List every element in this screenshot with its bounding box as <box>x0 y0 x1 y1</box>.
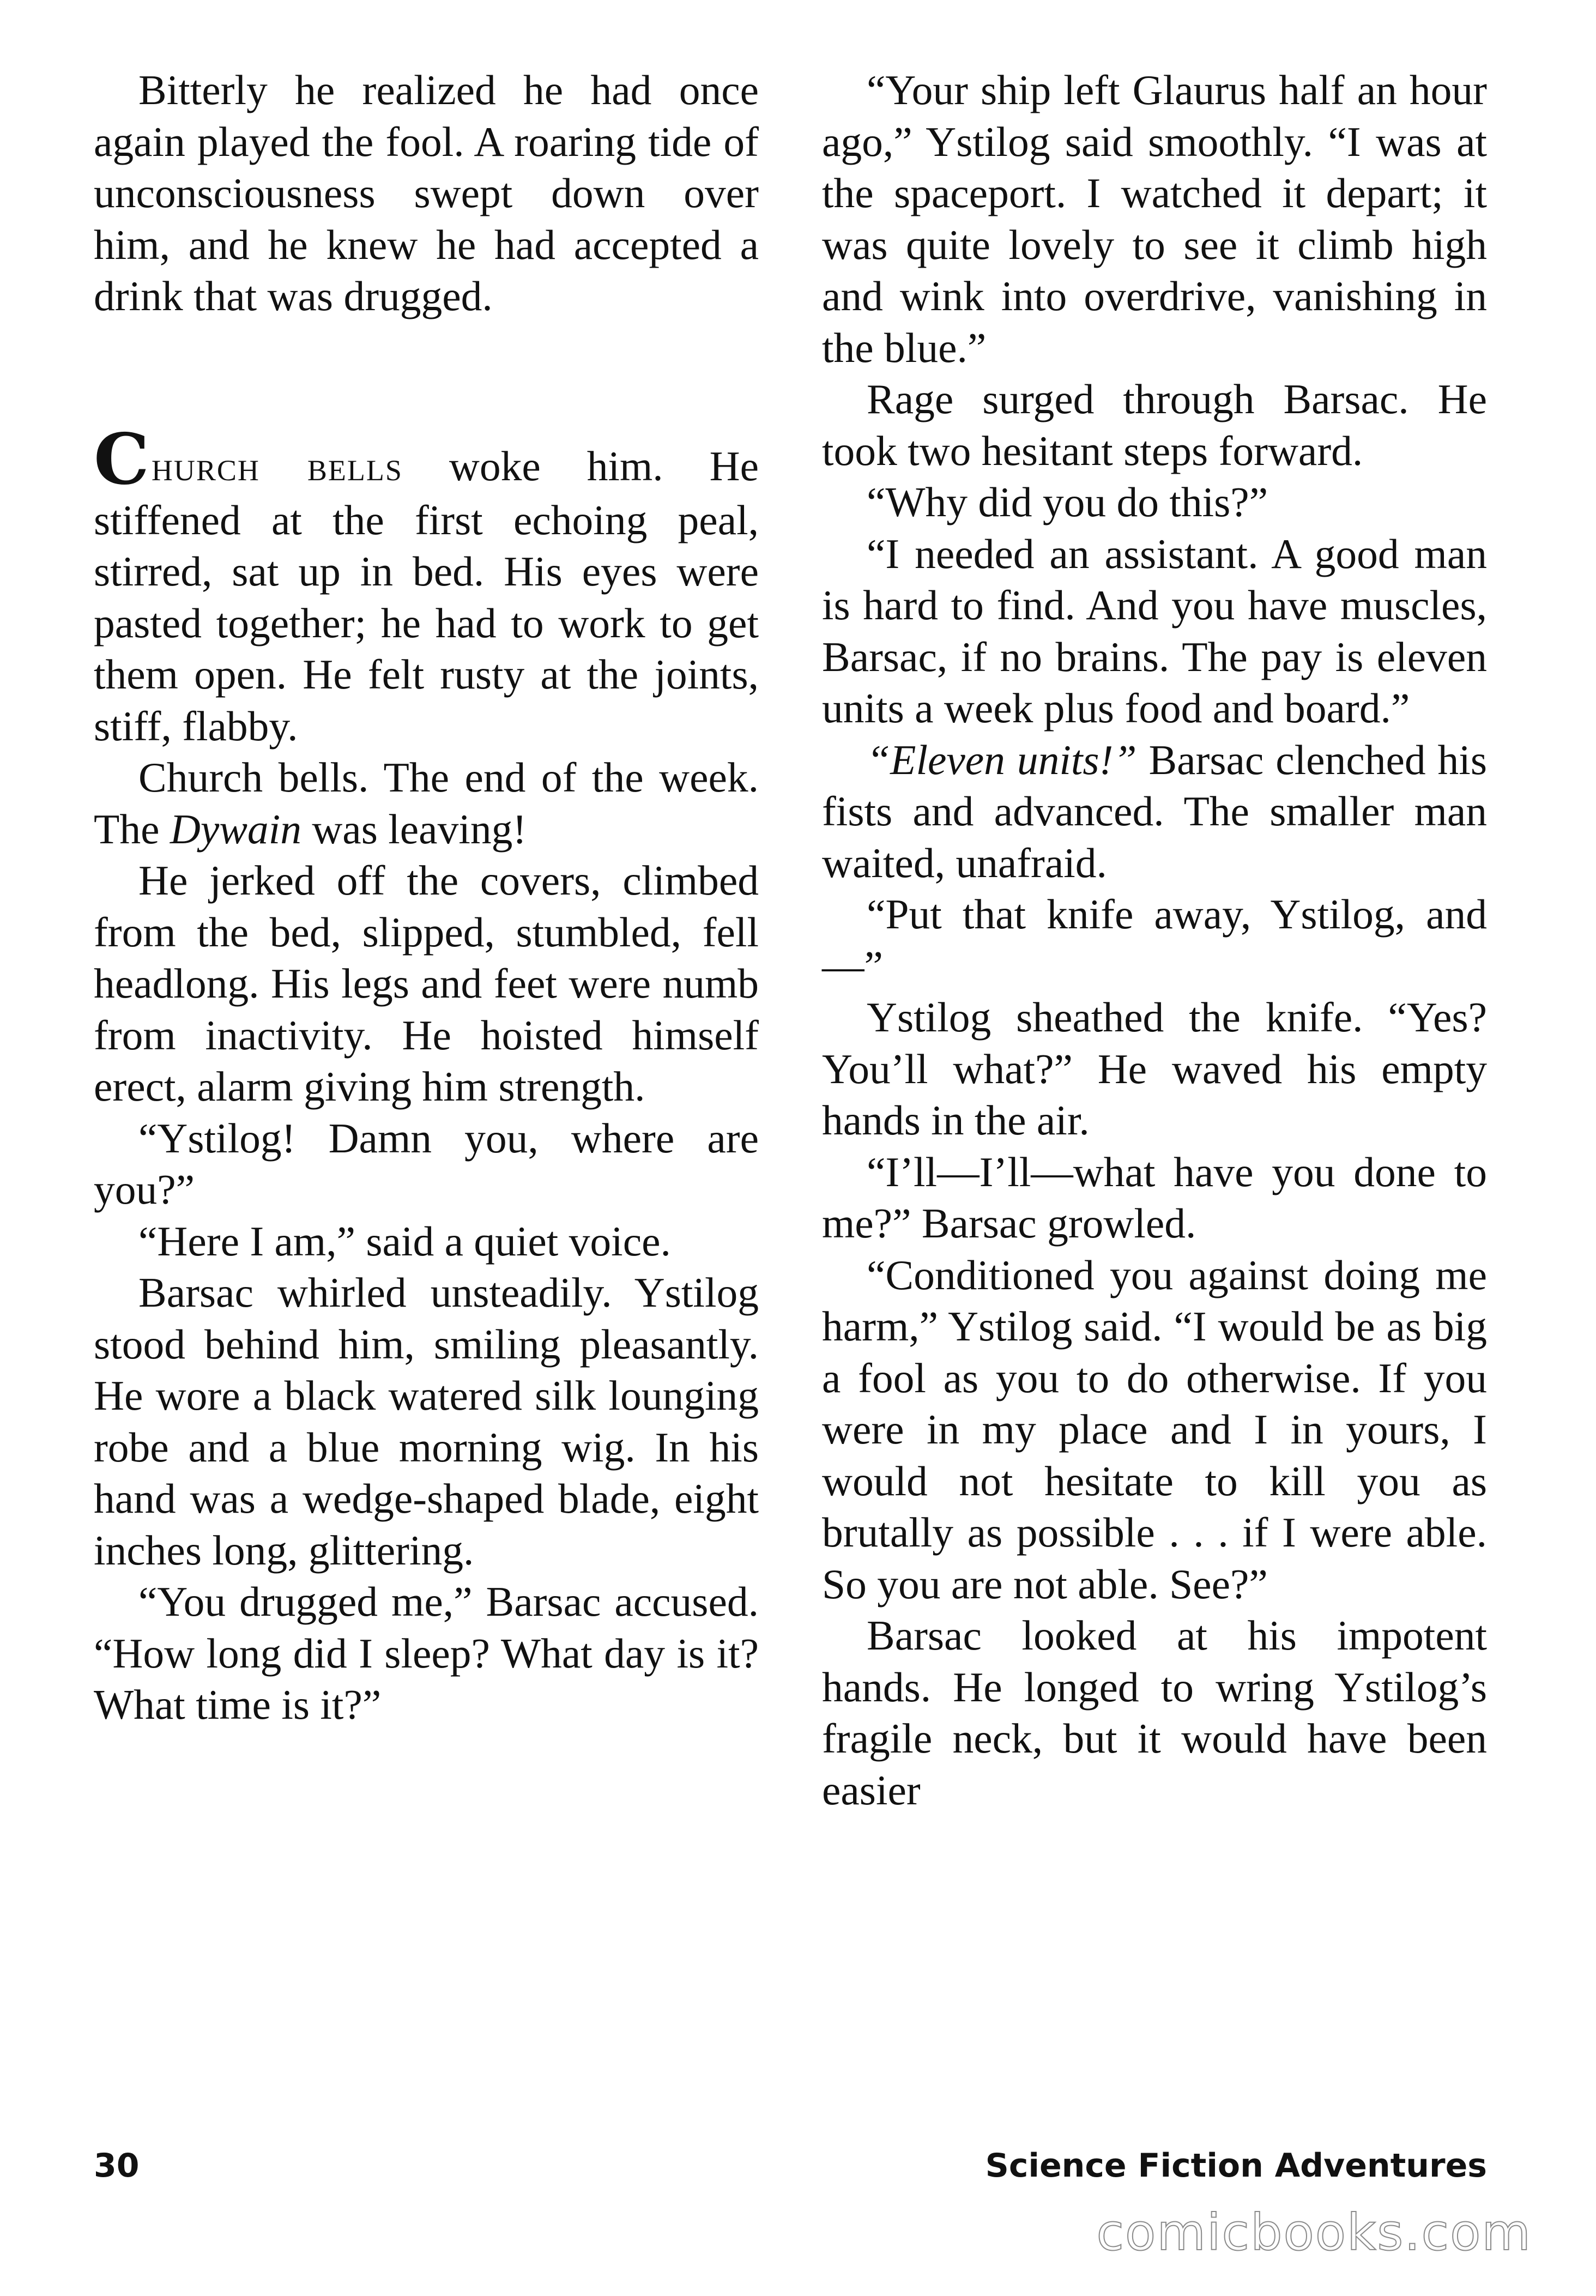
paragraph: “You drugged me,” Barsac accused. “How long did I sleep? What day is it? What time is it?” <box>94 1578 759 1728</box>
paragraph: Bitterly he realized he had once again played the fool. A roaring tide of unconsciousness swept down over him, and he knew he had accepted a drink that was drugged. <box>94 67 759 319</box>
paragraph: Rage surged through Barsac. He took two hesitant steps forward. <box>822 376 1487 474</box>
paragraph: “I’ll—I’ll—what have you done to me?” Barsac growled. <box>822 1148 1487 1247</box>
paragraph: Barsac whirled unsteadily. Ystilog stood behind him, smiling pleasantly. He wore a black watered silk lounging robe and a blue morning wig. In his hand was a wedge-shaped blade, eight inches long, glittering. <box>94 1269 759 1574</box>
ship-name: Dywain <box>170 805 301 853</box>
section-opening-paragraph <box>94 418 759 752</box>
paragraph-text: Barsac clenched his fists and advanced. The smaller man waited, unafraid. <box>822 736 1487 886</box>
watermark: comicbooks.com <box>1096 2203 1532 2262</box>
drop-cap: C <box>94 418 149 500</box>
paragraph: “I needed an assistant. A good man is hard to find. And you have muscles, Barsac, if no brains. The pay is eleven units a week plus food and board.” <box>822 530 1487 732</box>
small-caps-lead-in: hurch bells <box>151 442 403 490</box>
paragraph: “Put that knife away, Ystilog, and—” <box>822 891 1487 989</box>
paragraph-text: was leaving! <box>301 805 527 853</box>
paragraph: He jerked off the covers, climbed from the bed, slipped, stumbled, fell headlong. His legs and feet were numb from inactivity. He hoisted himself erect, alarm giving him strength. <box>94 857 759 1110</box>
paragraph: “Conditioned you against doing me harm,” Ystilog said. “I would be as big a fool as you to do otherwise. If you were in my place and I in yours, I would not hesitate to kill you as brutally as possible . . . if I were able. So you are not able. See?” <box>822 1251 1487 1608</box>
paragraph <box>94 752 759 855</box>
paragraph-text: woke him. He stiffened at the first echoing peal, stirred, sat up in bed. His eyes were pasted together; he had to work to get them open. He felt rusty at the joints, stiff, flabby. <box>94 442 759 750</box>
section-break <box>94 322 759 425</box>
paragraph: Ystilog sheathed the knife. “Yes? You’ll what?” He waved his empty hands in the air. <box>822 994 1487 1144</box>
paragraph-text: Church bells. The end of the week. The <box>94 754 759 853</box>
italic-exclamation: “Eleven units!” <box>867 736 1137 783</box>
paragraph: “Your ship left Glaurus half an hour ago,” Ystilog said smoothly. “I was at the spaceport. I watched it depart; it was quite lovely to see it climb high and wink into overdrive, vanishing in the blue.” <box>822 67 1487 371</box>
paragraph: Barsac looked at his impotent hands. He longed to wring Ystilog’s fragile neck, but it would have been easier <box>822 1612 1487 1814</box>
running-footer-title: Science Fiction Adventures <box>985 2147 1487 2185</box>
paragraph: “Why did you do this?” <box>867 479 1268 525</box>
left-text-column <box>94 64 759 1731</box>
page-number: 30 <box>94 2147 140 2185</box>
paragraph <box>822 734 1487 889</box>
paragraph: “Ystilog! Damn you, where are you?” <box>94 1114 759 1213</box>
right-text-column <box>822 64 1487 1816</box>
paragraph: “Here I am,” said a quiet voice. <box>138 1217 671 1265</box>
